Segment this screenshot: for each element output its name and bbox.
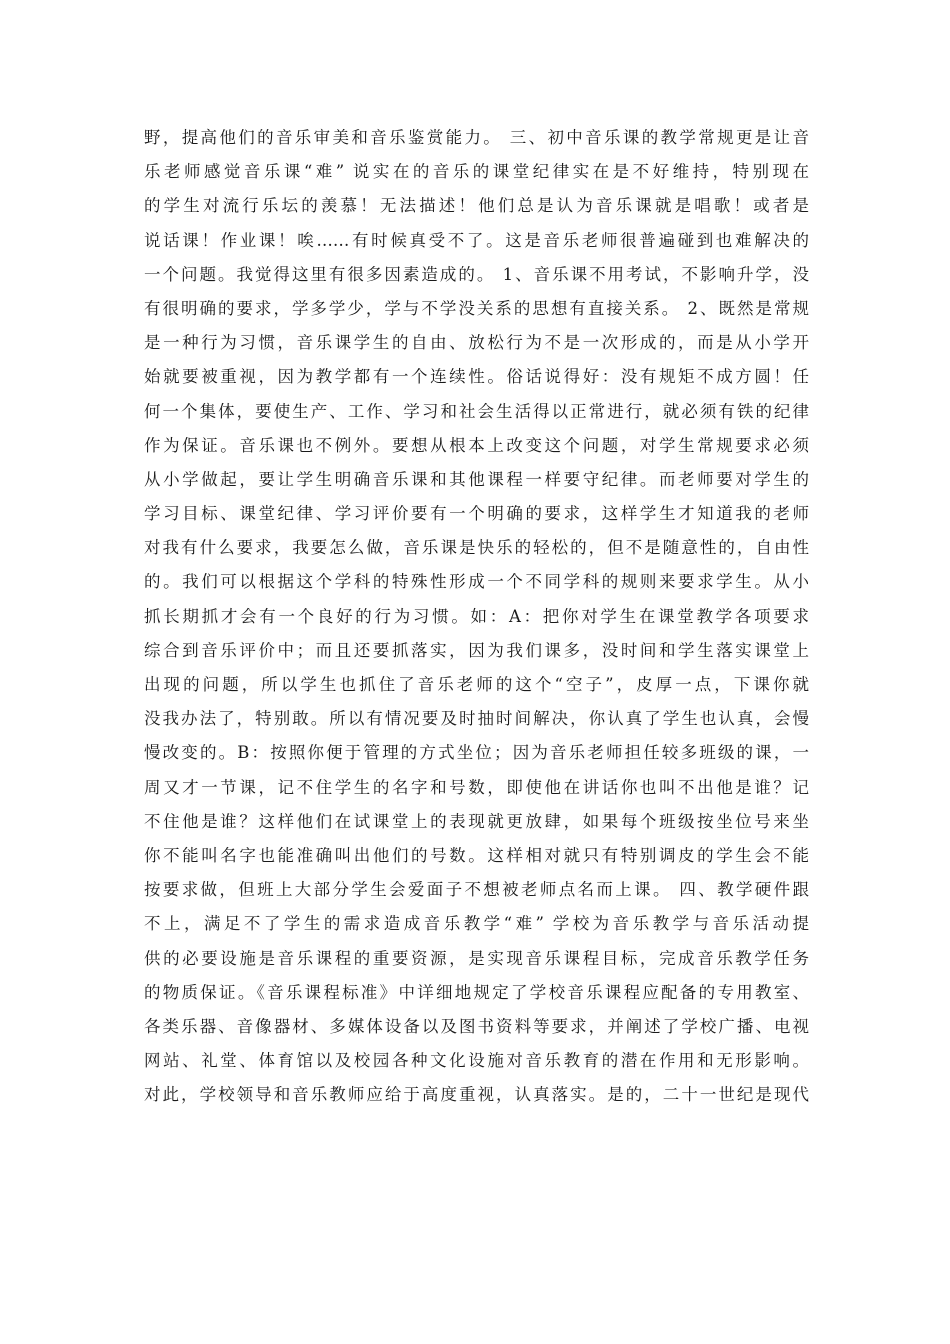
text-line: 对此，学校领导和音乐教师应给于高度重视，认真落实。是的，二十一世纪是现代: [144, 1085, 809, 1105]
text-line: 供的必要设施是音乐课程的重要资源，是实现音乐课程目标，完成音乐教学任务: [144, 948, 809, 968]
text-line: 何一个集体，要使生产、工作、学习和社会生活得以正常进行，就必须有铁的纪律: [144, 401, 809, 421]
text-line: 抓长期抓才会有一个良好的行为习惯。如：A：把你对学生在课堂教学各项要求: [144, 606, 809, 626]
text-line: 从小学做起，要让学生明确音乐课和其他课程一样要守纪律。而老师要对学生的: [144, 469, 809, 489]
text-line: 没我办法了，特别敢。所以有情况要及时抽时间解决，你认真了学生也认真，会慢: [144, 709, 809, 729]
text-line: 野，提高他们的音乐审美和音乐鉴赏能力。 三、初中音乐课的教学常规更是让音: [144, 128, 809, 147]
text-line: 说话课！作业课！唉……有时候真受不了。这是音乐老师很普遍碰到也难解决的: [144, 230, 809, 250]
text-line: 对我有什么要求，我要怎么做，音乐课是快乐的轻松的，但不是随意性的，自由性: [144, 538, 809, 558]
text-line: 综合到音乐评价中；而且还要抓落实，因为我们课多，没时间和学生落实课堂上: [144, 640, 809, 660]
text-line: 网站、礼堂、体育馆以及校园各种文化设施对音乐教育的潜在作用和无形影响。: [144, 1051, 809, 1071]
body-text: [144, 121, 809, 1112]
text-line: 各类乐器、音像器材、多媒体设备以及图书资料等要求，并阐述了学校广播、电视: [144, 1016, 809, 1036]
text-line: 的物质保证。《音乐课程标准》中详细地规定了学校音乐课程应配备的专用教室、: [144, 982, 809, 1002]
text-line: 学习目标、课堂纪律、学习评价要有一个明确的要求，这样学生才知道我的老师: [144, 504, 809, 524]
text-line: 按要求做，但班上大部分学生会爱面子不想被老师点名而上课。 四、教学硬件跟: [144, 880, 809, 900]
text-line: 慢改变的。B：按照你便于管理的方式坐位；因为音乐老师担任较多班级的课，一: [144, 743, 809, 763]
text-line: 始就要被重视，因为教学都有一个连续性。俗话说得好：没有规矩不成方圆！任: [144, 367, 809, 387]
text-line: 乐老师感觉音乐课“难” 说实在的音乐的课堂纪律实在是不好维持，特别现在: [144, 162, 809, 182]
text-line: 的学生对流行乐坛的羡慕！无法描述！他们总是认为音乐课就是唱歌！或者是: [144, 196, 809, 216]
text-line: 出现的问题，所以学生也抓住了音乐老师的这个“空子”，皮厚一点，下课你就: [144, 675, 809, 694]
text-line: 作为保证。音乐课也不例外。要想从根本上改变这个问题，对学生常规要求必须: [144, 435, 809, 455]
text-line: 的。我们可以根据这个学科的特殊性形成一个不同学科的规则来要求学生。从小: [144, 572, 809, 592]
text-line: 周又才一节课，记不住学生的名字和号数，即使他在讲话你也叫不出他是谁？记: [144, 777, 809, 797]
text-line: 有很明确的要求，学多学少，学与不学没关系的思想有直接关系。 2、既然是常规: [144, 298, 809, 318]
text-line: 不住他是谁？这样他们在试课堂上的表现就更放肆，如果每个班级按坐位号来坐: [144, 811, 809, 831]
text-line: 是一种行为习惯，音乐课学生的自由、放松行为不是一次形成的，而是从小学开: [144, 333, 809, 353]
text-line: 不上，满足不了学生的需求造成音乐教学“难” 学校为音乐教学与音乐活动提: [144, 914, 809, 934]
text-line: 你不能叫名字也能准确叫出他们的号数。这样相对就只有特别调皮的学生会不能: [144, 845, 809, 865]
text-line: 一个问题。我觉得这里有很多因素造成的。 1、音乐课不用考试，不影响升学，没: [144, 264, 809, 284]
